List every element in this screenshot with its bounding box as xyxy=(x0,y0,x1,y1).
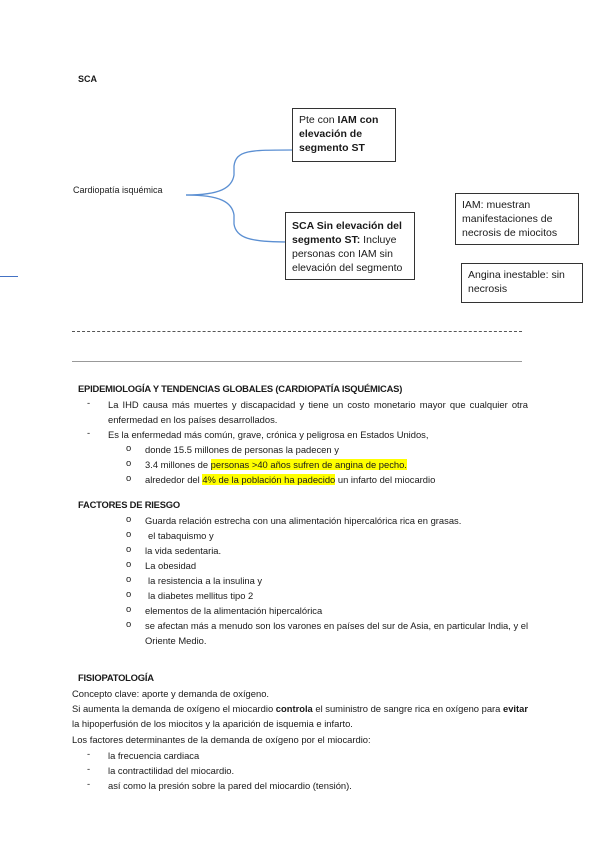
o-bullet: o xyxy=(126,573,132,584)
o-bullet: o xyxy=(126,558,132,569)
epi-sub-3-highlight: 4% de la población ha padecido xyxy=(202,474,336,485)
o-bullet: o xyxy=(126,603,132,614)
diagram-connector xyxy=(180,120,295,270)
physio-item: la contractilidad del miocardio. xyxy=(108,765,235,776)
dash-bullet: - xyxy=(87,778,91,789)
risk-item: se afectan más a menudo son los varones en países del sur de Asia, en particular India, y el Oriente Medio. xyxy=(145,620,529,646)
p2-bold-evitar: evitar xyxy=(502,703,529,714)
box2-bold: SCA Sin elevación del segmento ST: xyxy=(292,220,402,246)
diagram-box-angina: Angina inestable: sin necrosis xyxy=(461,263,583,303)
o-bullet: o xyxy=(126,472,132,483)
o-bullet: o xyxy=(126,588,132,599)
box2-rest: Incluye personas con IAM sin elevación del segmento xyxy=(292,234,403,274)
o-bullet: o xyxy=(126,457,132,468)
o-bullet: o xyxy=(126,528,132,539)
risk-item: La obesidad xyxy=(145,560,197,571)
epi-item-1: La IHD causa más muertes y discapacidad y tiene un costo monetario mayor que cualquier otra enfermedad en los países desarrollados. xyxy=(108,399,528,425)
epi-sub-1: donde 15.5 millones de personas la padecen y xyxy=(145,444,339,455)
epi-sub-3-post: un infarto del miocardio xyxy=(335,474,436,485)
section-title-sca: SCA xyxy=(78,74,98,84)
box1-pre: Pte con xyxy=(299,114,338,126)
dash-bullet: - xyxy=(87,763,91,774)
connector-upper-branch xyxy=(186,150,292,195)
physio-paragraph-1: Concepto clave: aporte y demanda de oxígeno. xyxy=(72,688,270,699)
epi-sub-3 xyxy=(145,472,435,487)
solid-divider xyxy=(72,361,522,362)
risk-item: la resistencia a la insulina y xyxy=(148,575,263,586)
heading-physiopathology: FISIOPATOLOGÍA xyxy=(78,672,154,683)
epi-sub-2-highlight: personas >40 años sufren de angina de pecho. xyxy=(210,459,407,470)
box1-bold: IAM con elevación de segmento ST xyxy=(299,114,379,154)
risk-item: elementos de la alimentación hipercalórica xyxy=(145,605,323,616)
diagram-box-iam-necrosis: IAM: muestran manifestaciones de necrosis de miocitos xyxy=(455,193,579,245)
o-bullet: o xyxy=(126,618,132,629)
risk-item: la diabetes mellitus tipo 2 xyxy=(148,590,254,601)
physio-paragraph-3: Los factores determinantes de la demanda de oxígeno por el miocardio: xyxy=(72,734,371,745)
p2-e: la hipoperfusión de los miocitos y la aparición de isquemia e infarto. xyxy=(72,718,353,729)
dash-bullet: - xyxy=(87,397,91,408)
diagram-box-sca-sin-st xyxy=(285,212,415,280)
p2-bold-controla: controla xyxy=(275,703,313,714)
epi-sub-3-pre: alrededor del xyxy=(145,474,203,485)
o-bullet: o xyxy=(126,442,132,453)
risk-item: la vida sedentaria. xyxy=(145,545,222,556)
epi-item-2: Es la enfermedad más común, grave, crónica y peligrosa en Estados Unidos, xyxy=(108,429,429,440)
connector-lower-branch xyxy=(186,195,288,242)
dash-bullet: - xyxy=(87,748,91,759)
physio-paragraph-2 xyxy=(72,701,528,731)
physio-item: así como la presión sobre la pared del miocardio (tensión). xyxy=(108,780,352,791)
heading-risk-factors: FACTORES DE RIESGO xyxy=(78,499,180,510)
margin-mark xyxy=(0,276,18,277)
heading-epidemiology: EPIDEMIOLOGÍA Y TENDENCIAS GLOBALES (CARDIOPATÍA ISQUÉMICAS) xyxy=(78,383,403,394)
risk-item: el tabaquismo y xyxy=(148,530,214,541)
o-bullet: o xyxy=(126,543,132,554)
epi-sub-2-pre: 3.4 millones de xyxy=(145,459,211,470)
physio-item: la frecuencia cardiaca xyxy=(108,750,200,761)
p2-c: el suministro de sangre rica en oxígeno para xyxy=(312,703,503,714)
risk-item: Guarda relación estrecha con una alimentación hipercalórica rica en grasas. xyxy=(145,515,462,526)
dash-bullet: - xyxy=(87,427,91,438)
epi-sub-2 xyxy=(145,457,407,472)
diagram-box-iam-st xyxy=(292,108,396,162)
diagram-root-label: Cardiopatía isquémica xyxy=(73,185,163,195)
dashed-divider xyxy=(72,331,522,332)
p2-a: Si aumenta la demanda de oxígeno el miocardio xyxy=(72,703,276,714)
o-bullet: o xyxy=(126,513,132,524)
